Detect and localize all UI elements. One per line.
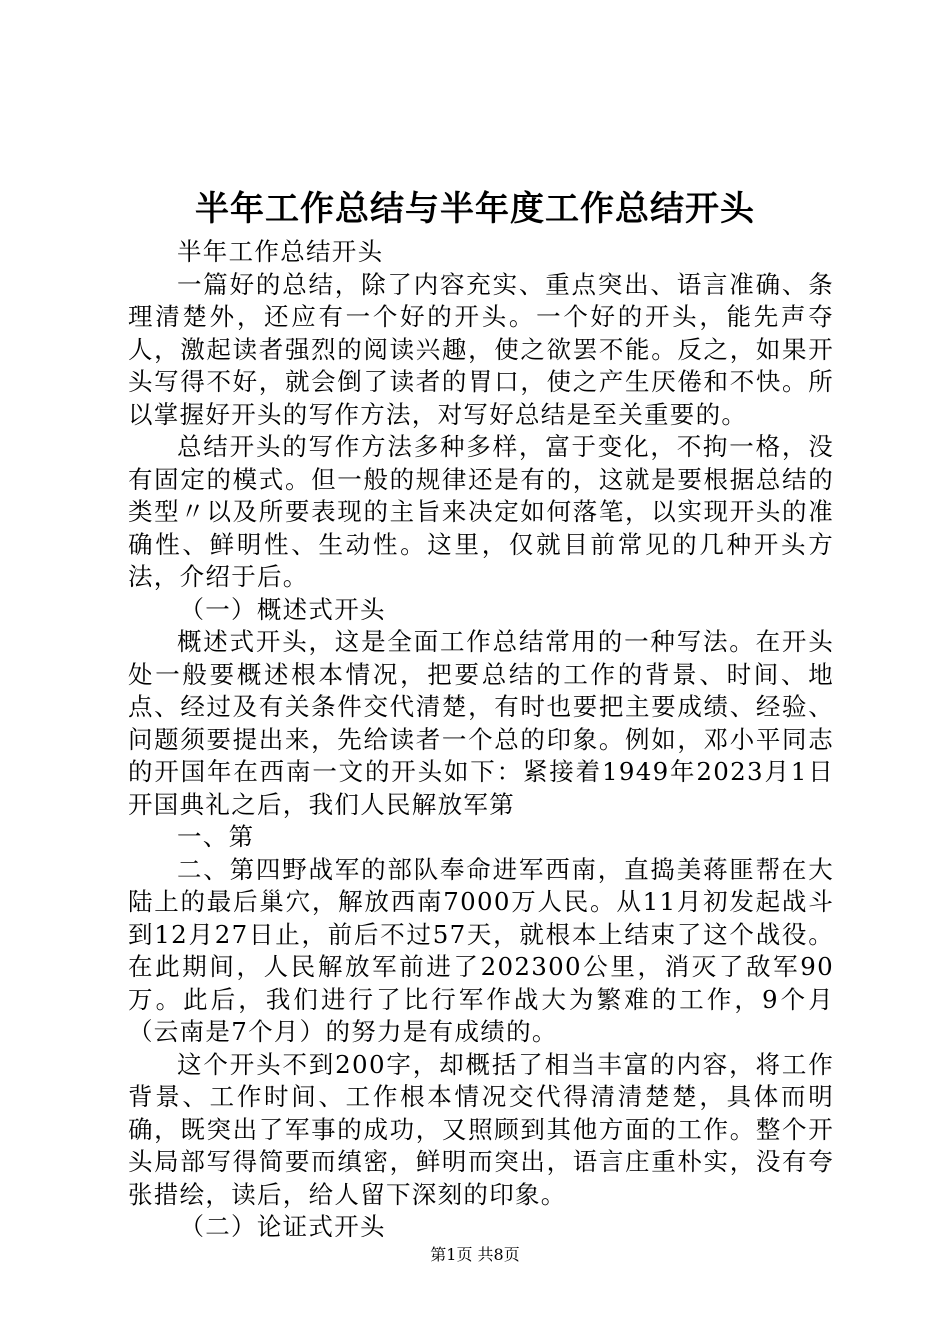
body-paragraph: 这个开头不到200字，却概括了相当丰富的内容，将工作背景、工作时间、工作根本情况交代得清清楚楚，具体而明确，既突出了军事的成功，又照顾到其他方面的工作。整个开头局部写得简要而缜密，鲜明而突出，语言庄重朴实，没有夸张措绘，读后，给人留下深刻的印象。 xyxy=(128,1049,834,1209)
document-body xyxy=(128,236,834,1244)
section-heading: （二）论证式开头 xyxy=(179,1212,386,1241)
page-footer: 第1页 共8页 xyxy=(430,1245,520,1264)
body-paragraph: 一、第 xyxy=(177,822,255,851)
body-paragraph: 总结开头的写作方法多种多样，富于变化，不拘一格，没有固定的模式。但一般的规律还是有的，这就是要根据总结的类型〃以及所要表现的主旨来决定如何落笔，以实现开头的准确性、鲜明性、生动性。这里，仅就目前常见的几种开头方法，介绍于后。 xyxy=(128,432,834,591)
section-heading: （一）概述式开头 xyxy=(179,594,386,624)
subtitle-paragraph: 半年工作总结开头 xyxy=(177,237,384,266)
body-paragraph: 一篇好的总结，除了内容充实、重点突出、语言准确、条理清楚外，还应有一个好的开头。一个好的开头，能先声夺人，激起读者强烈的阅读兴趣，使之欲罢不能。反之，如果开头写得不好，就会倒了读者的胃口，使之产生厌倦和不快。所以掌握好开头的写作方法，对写好总结是至关重要的。 xyxy=(128,269,834,429)
document-title: 半年工作总结与半年度工作总结开头 xyxy=(195,189,755,229)
body-paragraph: 概述式开头，这是全面工作总结常用的一种写法。在开头处一般要概述根本情况，把要总结的工作的背景、时间、地点、经过及有关条件交代清楚，有时也要把主要成绩、经验、问题须要提出来，先给读者一个总的印象。例如，邓小平同志的开国年在西南一文的开头如下：紧接着1949年2023月1日开国典礼之后，我们人民解放军第 xyxy=(128,627,834,819)
body-paragraph: 二、第四野战军的部队奉命进军西南，直捣美蒋匪帮在大陆上的最后巢穴，解放西南7000万人民。从11月初发起战斗到12月27日止，前后不过57天，就根本上结束了这个战役。在此期间，人民解放军前进了202300公里，消灭了敌军90万。此后，我们进行了比行军作战大为繁难的工作，9个月（云南是7个月）的努力是有成绩的。 xyxy=(128,854,834,1046)
